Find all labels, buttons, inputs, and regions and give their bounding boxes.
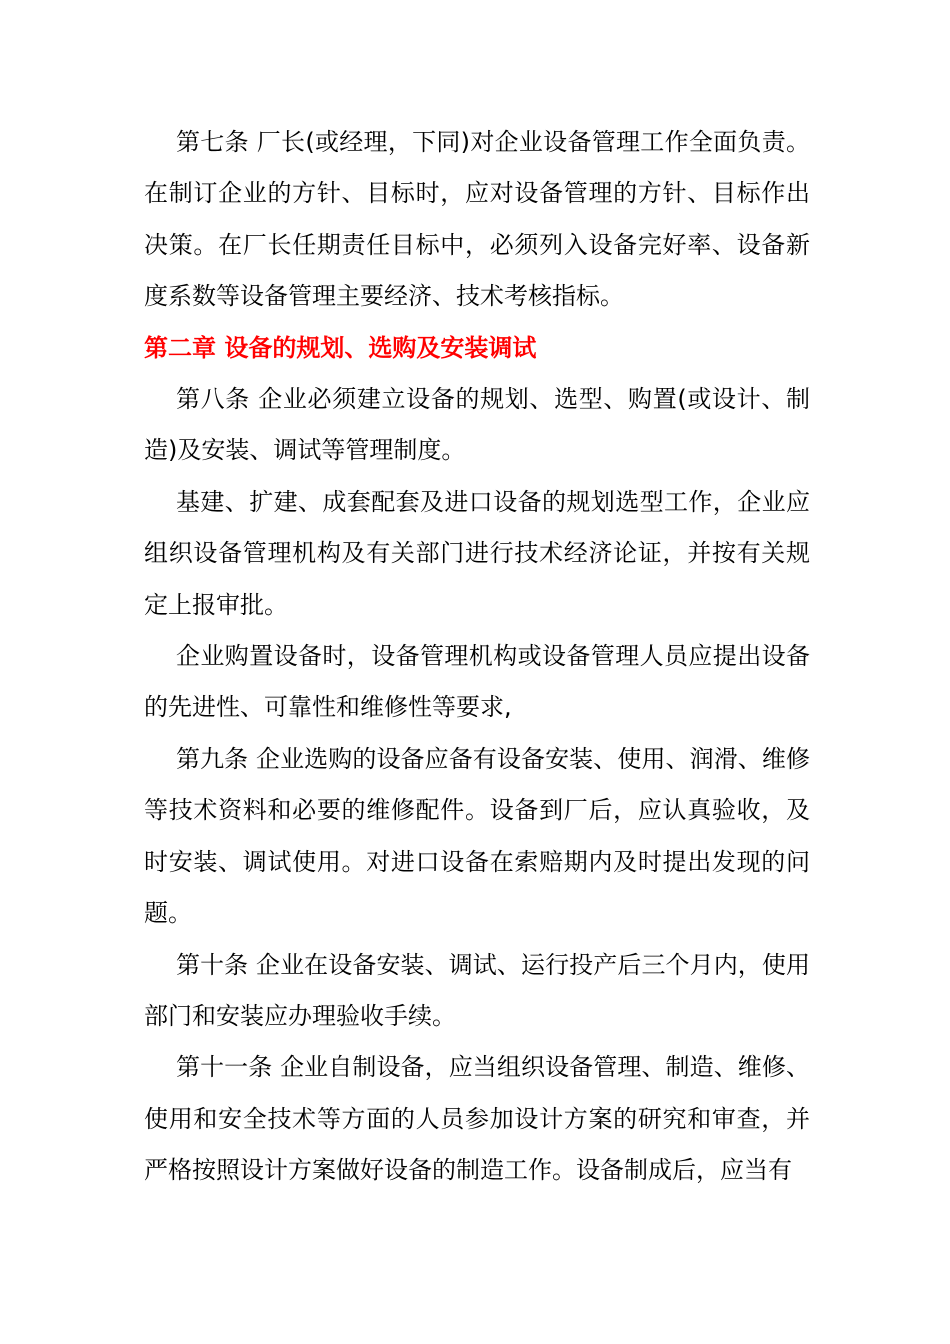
purchase-paragraph: 企业购置设备时，设备管理机构或设备管理人员应提出设备的先进性、可靠性和维修性等要求, [144, 642, 810, 722]
article-7-paragraph: 第七条 厂长(或经理，下同)对企业设备管理工作全面负责。在制订企业的方针、目标时，应对设备管理的方针、目标作出决策。在厂长任期责任目标中，必须列入设备完好率、设备新度系数等设备管理主要经济、技术考核指标。 [144, 128, 810, 311]
article-10-paragraph: 第十条 企业在设备安装、调试、运行投产后三个月内，使用部门和安装应办理验收手续。 [144, 950, 810, 1030]
infrastructure-paragraph: 基建、扩建、成套配套及进口设备的规划选型工作，企业应组织设备管理机构及有关部门进行技术经济论证，并按有关规定上报审批。 [144, 487, 810, 619]
chapter-heading: 第二章 设备的规划、选购及安装调试 [144, 333, 537, 362]
article-8-paragraph: 第八条 企业必须建立设备的规划、选型、购置(或设计、制造)及安装、调试等管理制度。 [144, 385, 810, 465]
article-11-paragraph: 第十一条 企业自制设备，应当组织设备管理、制造、维修、使用和安全技术等方面的人员参加设计方案的研究和审查，并严格按照设计方案做好设备的制造工作。设备制成后，应当有 [144, 1053, 810, 1185]
document-body [144, 117, 810, 1197]
article-9-paragraph: 第九条 企业选购的设备应备有设备安装、使用、润滑、维修等技术资料和必要的维修配件。设备到厂后，应认真验收，及时安装、调试使用。对进口设备在索赔期内及时提出发现的问题。 [144, 744, 810, 928]
